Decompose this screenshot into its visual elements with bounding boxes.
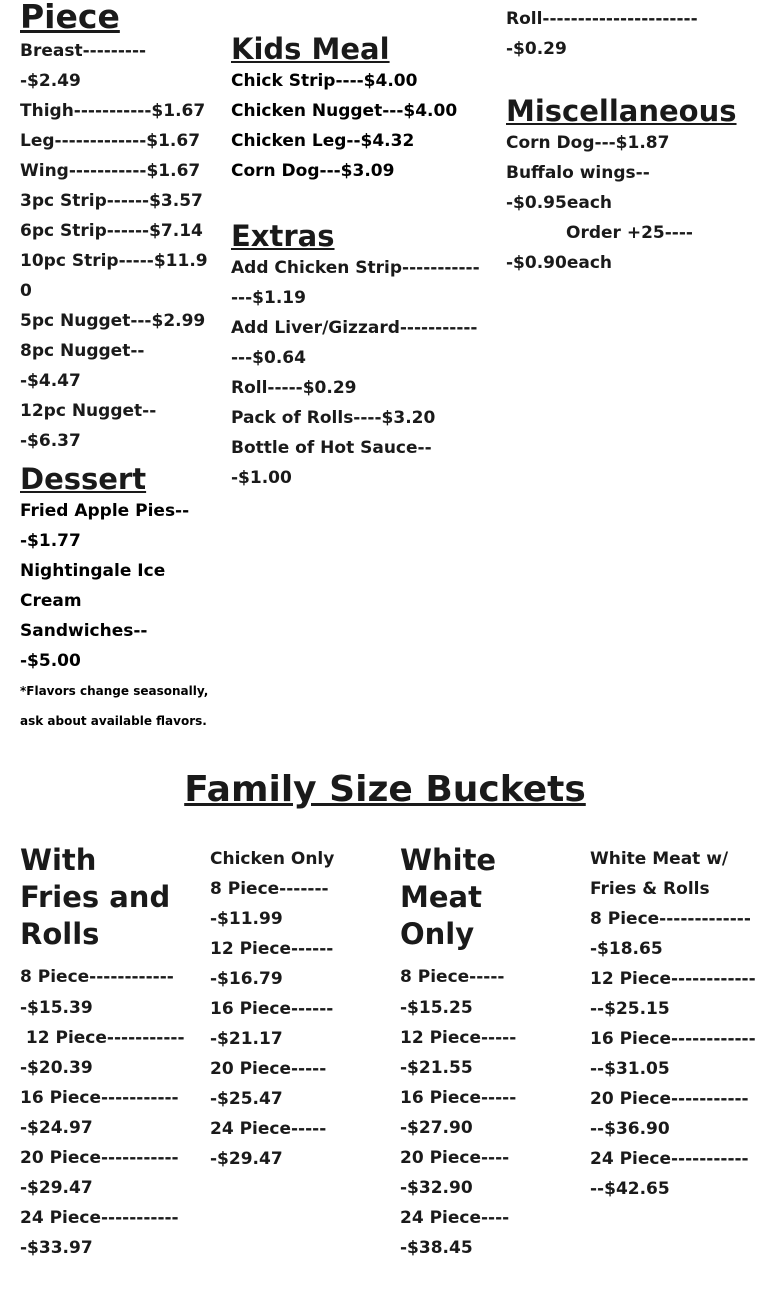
bucket-item: 12 Piece------: [210, 939, 334, 959]
piece-item: 6pc Strip------$7.14: [20, 221, 203, 241]
piece-item: Leg-------------$1.67: [20, 131, 201, 151]
bucket-item: -$20.39: [20, 1058, 93, 1078]
misc-item: -$0.90each: [506, 253, 613, 273]
bucket-item: -$29.47: [210, 1149, 283, 1169]
bucket-item: --$36.90: [590, 1119, 670, 1139]
bucket-item: 16 Piece-----: [400, 1088, 517, 1108]
dessert-item: Sandwiches--: [20, 621, 148, 641]
kids-meal-item: Corn Dog---$3.09: [231, 161, 395, 181]
piece-item: 5pc Nugget---$2.99: [20, 311, 206, 331]
bucket-item: 12 Piece-----------: [20, 1028, 185, 1048]
bucket-item: --$31.05: [590, 1059, 670, 1079]
piece-column: [20, 0, 215, 456]
bucket-item: -$21.17: [210, 1029, 283, 1049]
family-buckets-heading: Family Size Buckets: [184, 769, 586, 810]
bucket-with-fries: [20, 842, 200, 1263]
bucket-item: 8 Piece------------: [20, 967, 174, 987]
kids-meal-section: [231, 32, 491, 186]
bucket-heading-line: Fries & Rolls: [590, 879, 710, 899]
bucket-item: --$25.15: [590, 999, 670, 1019]
bucket-item: -$25.47: [210, 1089, 283, 1109]
extras-item: ---$0.64: [231, 348, 306, 368]
bucket-item: -$29.47: [20, 1178, 93, 1198]
misc-item: Corn Dog---$1.87: [506, 133, 670, 153]
bucket-item: 20 Piece-----------: [20, 1148, 179, 1168]
bucket-item: 8 Piece-------------: [590, 909, 751, 929]
piece-list: [20, 36, 215, 456]
bucket-white-meat-fries: [590, 844, 760, 1204]
piece-item: Breast---------: [20, 41, 147, 61]
piece-item: -$2.49: [20, 71, 81, 91]
bucket-item: -$38.45: [400, 1238, 473, 1258]
bucket-item: 16 Piece-----------: [20, 1088, 179, 1108]
dessert-item: Nightingale Ice: [20, 561, 166, 581]
bucket-item: 20 Piece-----------: [590, 1089, 749, 1109]
bucket-white-meat-fries-heading: [590, 844, 760, 904]
miscellaneous-section: [506, 94, 756, 278]
roll-item: Roll----------------------: [506, 9, 698, 29]
bucket-item: 24 Piece-----: [210, 1119, 327, 1139]
roll-item: -$0.29: [506, 39, 567, 59]
dessert-note: *Flavors change seasonally,: [20, 684, 209, 698]
kids-meal-heading: Kids Meal: [231, 32, 390, 66]
bucket-item: -$27.90: [400, 1118, 473, 1138]
dessert-item: Cream: [20, 591, 82, 611]
bucket-chicken-only: [210, 844, 390, 1174]
bucket-item: --$42.65: [590, 1179, 670, 1199]
bucket-heading-line: Fries and: [20, 880, 171, 914]
bucket-heading-line: Meat: [400, 880, 482, 914]
bucket-heading-line: Only: [400, 917, 475, 951]
bucket-item: -$15.25: [400, 998, 473, 1018]
bucket-item: 8 Piece-------: [210, 879, 329, 899]
bucket-item: 24 Piece-----------: [20, 1208, 179, 1228]
bucket-item: 12 Piece------------: [590, 969, 756, 989]
bucket-item: -$15.39: [20, 998, 93, 1018]
piece-item: 12pc Nugget--: [20, 401, 157, 421]
bucket-heading-line: White: [400, 843, 497, 877]
extras-item: -$1.00: [231, 468, 292, 488]
bucket-white-meat-only: [400, 842, 580, 1263]
bucket-heading-line: With: [20, 843, 97, 877]
piece-item: 8pc Nugget--: [20, 341, 145, 361]
bucket-item: -$18.65: [590, 939, 663, 959]
kids-meal-item: Chick Strip----$4.00: [231, 71, 418, 91]
misc-item: Order +25----: [566, 223, 693, 243]
extras-item: ---$1.19: [231, 288, 306, 308]
extras-item: Pack of Rolls----$3.20: [231, 408, 436, 428]
bucket-item: -$16.79: [210, 969, 283, 989]
dessert-item: -$5.00: [20, 651, 81, 671]
kids-meal-item: Chicken Nugget---$4.00: [231, 101, 458, 121]
piece-item: -$4.47: [20, 371, 81, 391]
bucket-item: 12 Piece-----: [400, 1028, 517, 1048]
piece-item: 10pc Strip-----$11.90: [20, 251, 208, 301]
piece-item: Wing-----------$1.67: [20, 161, 201, 181]
dessert-heading: Dessert: [20, 462, 147, 496]
bucket-item: -$32.90: [400, 1178, 473, 1198]
dessert-item: Fried Apple Pies--: [20, 501, 190, 521]
miscellaneous-heading: Miscellaneous: [506, 94, 737, 128]
right-top-list: [506, 4, 756, 64]
misc-item: -$0.95each: [506, 193, 613, 213]
bucket-heading-line: White Meat w/: [590, 849, 729, 869]
bucket-with-fries-heading: [20, 842, 200, 953]
extras-heading: Extras: [231, 219, 335, 253]
bucket-item: -$33.97: [20, 1238, 93, 1258]
dessert-item: -$1.77: [20, 531, 81, 551]
bucket-item: 8 Piece-----: [400, 967, 505, 987]
extras-item: Roll-----$0.29: [231, 378, 357, 398]
bucket-white-meat-only-heading: [400, 842, 580, 953]
bucket-heading-line: Rolls: [20, 917, 100, 951]
piece-item: -$6.37: [20, 431, 81, 451]
bucket-item: 24 Piece----: [400, 1208, 510, 1228]
bucket-item: -$11.99: [210, 909, 283, 929]
dessert-section: [20, 462, 215, 736]
extras-item: Add Liver/Gizzard-----------: [231, 318, 478, 338]
piece-item: Thigh-----------$1.67: [20, 101, 206, 121]
bucket-item: 20 Piece-----: [210, 1059, 327, 1079]
kids-meal-item: Chicken Leg--$4.32: [231, 131, 415, 151]
piece-heading: Piece: [20, 0, 120, 36]
bucket-item: -$24.97: [20, 1118, 93, 1138]
bucket-item: -$21.55: [400, 1058, 473, 1078]
bucket-chicken-only-heading: Chicken Only: [210, 849, 335, 869]
misc-item: Buffalo wings--: [506, 163, 650, 183]
bucket-item: 20 Piece----: [400, 1148, 510, 1168]
dessert-note: ask about available flavors.: [20, 714, 207, 728]
extras-section: [231, 219, 491, 493]
bucket-item: 16 Piece------: [210, 999, 334, 1019]
piece-item: 3pc Strip------$3.57: [20, 191, 203, 211]
extras-item: Add Chicken Strip-----------: [231, 258, 480, 278]
bucket-item: 16 Piece------------: [590, 1029, 756, 1049]
extras-item: Bottle of Hot Sauce--: [231, 438, 432, 458]
bucket-item: 24 Piece-----------: [590, 1149, 749, 1169]
